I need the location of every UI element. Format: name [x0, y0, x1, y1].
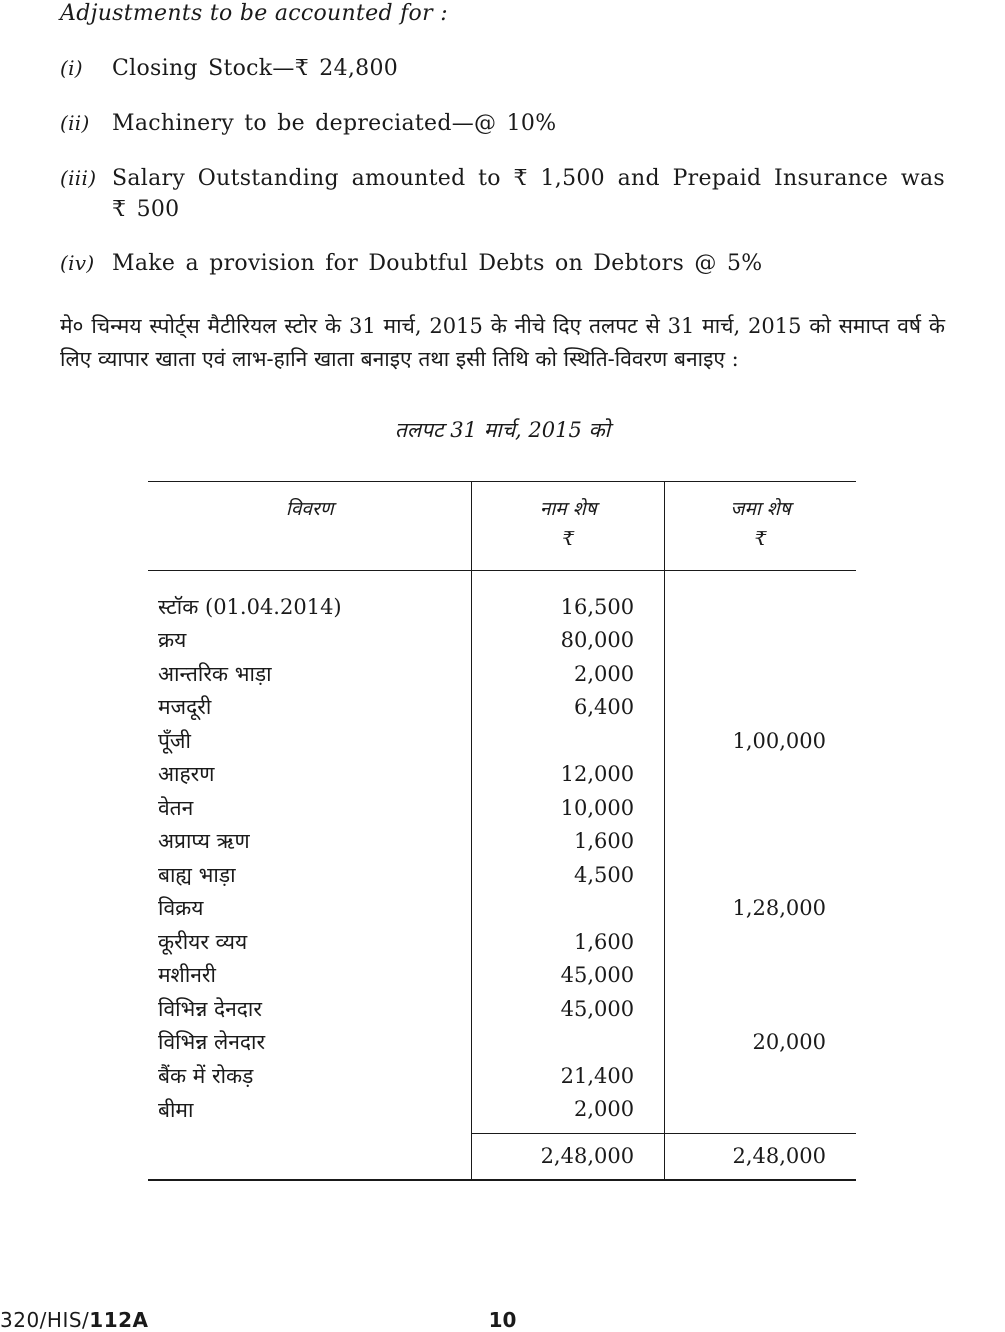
adjustment-item	[60, 163, 945, 225]
row-credit: 1,00,000	[665, 725, 856, 759]
table-row	[148, 859, 856, 893]
row-debit: 12,000	[472, 758, 665, 792]
row-credit	[665, 571, 856, 625]
header-credit-label: जमा शेष	[730, 498, 791, 520]
row-credit	[665, 859, 856, 893]
header-particulars-label: विवरण	[285, 498, 334, 520]
row-credit	[665, 792, 856, 826]
table-row	[148, 758, 856, 792]
row-debit	[472, 725, 665, 759]
table-row	[148, 571, 856, 625]
table-row	[148, 1060, 856, 1094]
table-row	[148, 892, 856, 926]
row-item: कूरीयर व्यय	[158, 929, 248, 954]
header-debit-unit: ₹	[562, 528, 575, 550]
row-credit	[665, 1060, 856, 1094]
adjustment-item	[60, 108, 945, 139]
adjustment-text: Salary Outstanding amounted to ₹ 1,500 and Prepaid Insurance was ₹ 500	[112, 166, 945, 222]
row-debit: 2,000	[472, 658, 665, 692]
row-item: मजदूरी	[158, 695, 212, 720]
row-debit: 10,000	[472, 792, 665, 826]
total-debit: 2,48,000	[472, 1133, 665, 1180]
paper-code-prefix: 320/HIS/	[0, 1308, 90, 1332]
total-label-cell	[148, 1133, 472, 1180]
row-credit: 20,000	[665, 1026, 856, 1060]
header-debit	[472, 482, 665, 571]
row-item: क्रय	[158, 628, 187, 653]
header-particulars	[148, 482, 472, 571]
header-credit-unit: ₹	[754, 528, 767, 550]
row-credit	[665, 926, 856, 960]
row-credit	[665, 758, 856, 792]
row-debit: 45,000	[472, 959, 665, 993]
table-row	[148, 959, 856, 993]
row-item: आहरण	[158, 762, 215, 787]
row-debit: 45,000	[472, 993, 665, 1027]
adjustment-number: (ii)	[60, 111, 90, 135]
table-row	[148, 825, 856, 859]
row-debit: 4,500	[472, 859, 665, 893]
table-row	[148, 926, 856, 960]
table-total-row	[148, 1133, 856, 1180]
row-item: वेतन	[158, 795, 194, 820]
row-debit: 1,600	[472, 825, 665, 859]
header-debit-label: नाम शेष	[539, 498, 597, 520]
adjustment-text: Make a provision for Doubtful Debts on Debtors @ 5%	[112, 251, 763, 276]
row-debit: 2,000	[472, 1093, 665, 1133]
row-credit	[665, 624, 856, 658]
table-row	[148, 725, 856, 759]
row-credit	[665, 993, 856, 1027]
adjustment-text: Machinery to be depreciated—@ 10%	[112, 111, 557, 136]
row-debit	[472, 892, 665, 926]
row-debit: 21,400	[472, 1060, 665, 1094]
total-credit: 2,48,000	[665, 1133, 856, 1180]
row-item: आन्तरिक भाड़ा	[158, 661, 272, 686]
row-debit: 6,400	[472, 691, 665, 725]
table-row	[148, 993, 856, 1027]
row-credit	[665, 658, 856, 692]
row-credit	[665, 959, 856, 993]
table-row	[148, 658, 856, 692]
row-credit	[665, 1093, 856, 1133]
row-debit	[472, 1026, 665, 1060]
adjustment-number: (iv)	[60, 251, 95, 275]
row-item: विभिन्न लेनदार	[158, 1030, 266, 1055]
row-item: स्टॉक (01.04.2014)	[158, 595, 342, 619]
row-item: बाह्य भाड़ा	[158, 862, 236, 887]
adjustment-text: Closing Stock—₹ 24,800	[112, 56, 399, 81]
table-row	[148, 792, 856, 826]
adjustment-item	[60, 53, 945, 84]
row-item: पूँजी	[158, 728, 191, 753]
table-row	[148, 1093, 856, 1133]
row-credit	[665, 691, 856, 725]
row-item: विभिन्न देनदार	[158, 996, 262, 1021]
paper-code-suffix: 112A	[89, 1308, 149, 1332]
adjustment-item	[60, 248, 945, 279]
row-credit	[665, 825, 856, 859]
row-debit: 1,600	[472, 926, 665, 960]
page-number: 10	[488, 1308, 517, 1332]
adjustment-number: (iii)	[60, 166, 97, 190]
row-debit: 16,500	[472, 571, 665, 625]
row-item: विक्रय	[158, 896, 204, 921]
header-credit	[665, 482, 856, 571]
trial-balance-title: तलपट 31 मार्च, 2015 को	[394, 418, 611, 442]
row-debit: 80,000	[472, 624, 665, 658]
row-item: मशीनरी	[158, 963, 216, 988]
adjustments-heading: Adjustments to be accounted for :	[60, 1, 448, 26]
table-row	[148, 624, 856, 658]
row-item: बीमा	[158, 1097, 194, 1122]
row-item: अप्राप्य ऋण	[158, 829, 250, 854]
table-header-row	[148, 482, 856, 571]
row-credit: 1,28,000	[665, 892, 856, 926]
row-item: बैंक में रोकड़	[158, 1063, 254, 1088]
adjustment-number: (i)	[60, 56, 83, 80]
table-row	[148, 1026, 856, 1060]
hindi-question-text: मे० चिन्मय स्पोर्ट्स मैटीरियल स्टोर के 31 मार्च, 2015 के नीचे दिए तलपट से 31 मार्च, 2015 को समाप्त वर्ष के लिए व्यापार खाता एवं लाभ-हानि खाता बनाइए तथा इसी तिथि को स्थिति-विवरण बनाइए :	[60, 314, 945, 371]
trial-balance-table	[148, 481, 856, 1181]
table-row	[148, 691, 856, 725]
